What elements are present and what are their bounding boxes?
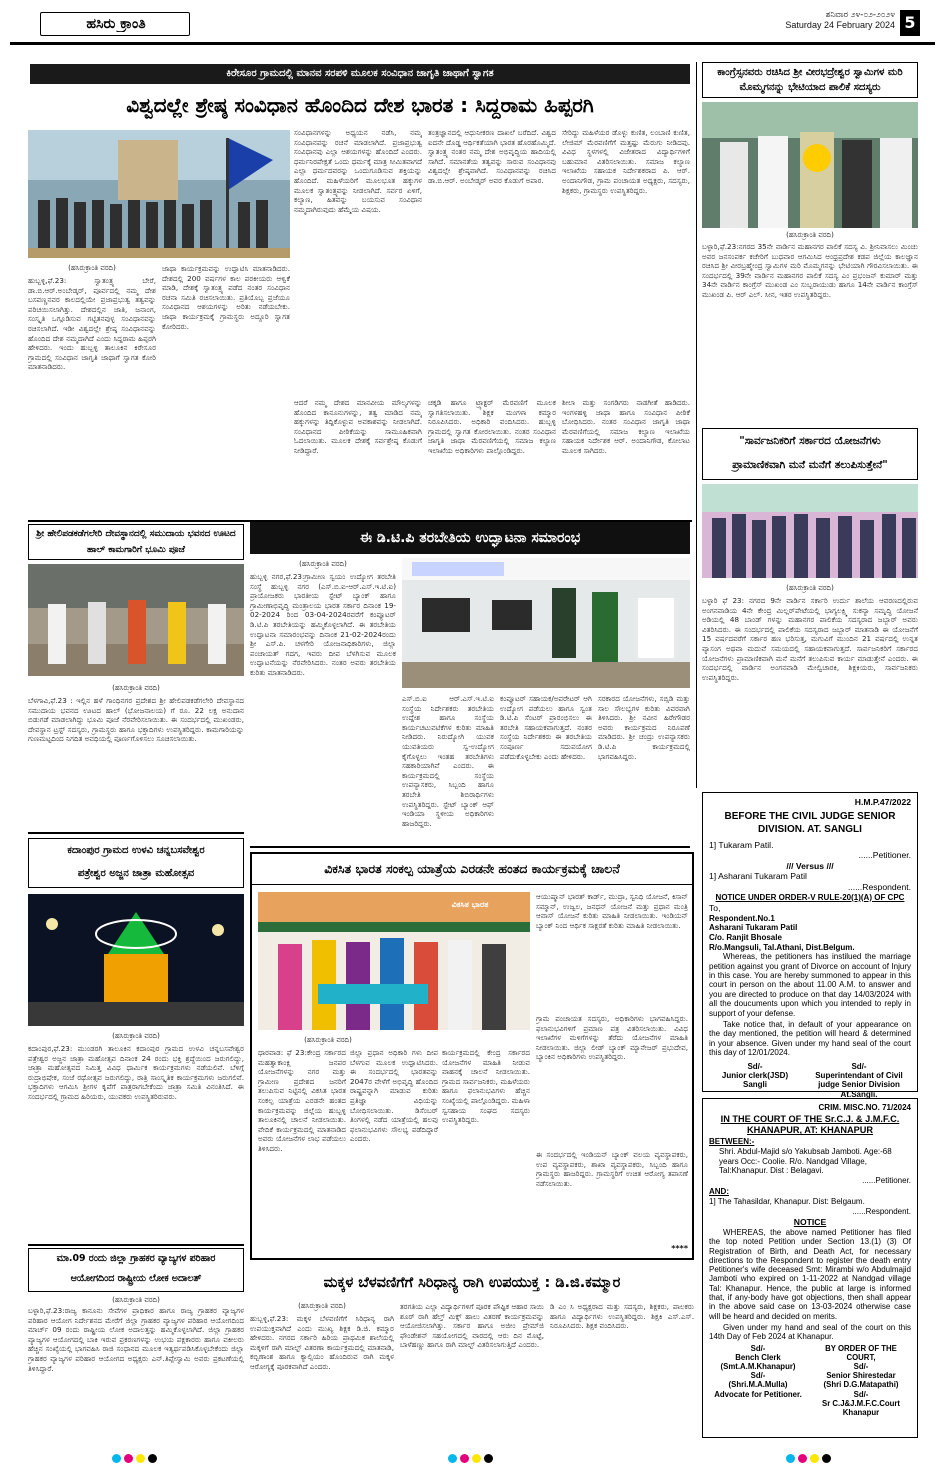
side-story1-photo bbox=[702, 102, 918, 228]
registration-dot bbox=[460, 1454, 469, 1463]
lead-col-g: ಚಕ್ಕಡಿ ಹಾಗೂ ಟ್ರ್ಯಾಕ್ಟರ್ ಮೆರವಣಿಗೆ ಮೂಲಕ ಸ್ವಾಗತಿಸಲಾಯಿತು. ಶಿಕ್ಷಕ ಮಂಗಳಾ ಕಮ್ಮಾರ ನಿರೂಪಿಸಿದರು. ಅಧಿಕಾರಿ ವಂದಿಸಿದರು. ಹುಬ್ಬಳ್ಳಿ ಗ್ರಾಮದಲ್ಲಿ ಸ್ವಾಗತ ಕೋರಲಾಯಿತು. ನಂತರ ಸಂವಿಧಾನ ಜಾಗೃತಿ ಜಾಥಾ ಮೆರವಣಿಗೆಯಲ್ಲಿ ಸಮಾಜ ಕಲ್ಯಾಣ ಇಲಾಖೆಯ ಅಧಿಕಾರಿಗಳು ಪಾಲ್ಗೊಂಡಿದ್ದರು. bbox=[428, 398, 556, 455]
notice2-between: BETWEEN:- bbox=[709, 1136, 755, 1146]
notice2-signatures bbox=[709, 1344, 911, 1418]
notice1-sign-left-title: Junior clerk(JSD) Sangli bbox=[721, 1071, 789, 1090]
lead-col-c: ಸೇರಿದ್ದು ಮಹಿಳೆಯರ ಡೊಳ್ಳು ಕುಣಿತ, ಲಂಬಾಣಿ ಕುಣಿತ, ಲೇಜಿಮ್ ಮೆರವಣಿಗೆಗೆ ಮತ್ತಷ್ಟು ಮೆರುಗು ನೀಡಿದವು. ವಿವಿಧ ಸ್ಥಳಗಳಲ್ಲಿ ವಿಜೇತರಾದ ವಿದ್ಯಾರ್ಥಿಗಳಿಗೆ ಬಹುಮಾನ ವಿತರಿಸಲಾಯಿತು. ಸಮಾಜ ಕಲ್ಯಾಣ ಇಲಾಖೆಯ ಸಹಾಯಕ ನಿರ್ದೇಶಕರಾದ ಪಿ. ಆರ್. ಅಂದಾನಿಗೌಡ, ಗ್ರಾಮ ಪಂಚಾಯತ ಅಧ್ಯಕ್ಷರು, ಸದಸ್ಯರು, ಶಿಕ್ಷಕರು, ಗ್ರಾಮಸ್ಥರು ಉಪಸ್ಥಿತರಿದ್ದರು. bbox=[562, 128, 690, 195]
legal-notice-2 bbox=[702, 1098, 918, 1438]
notice2-respondent-role: ......Respondent. bbox=[852, 1206, 911, 1216]
story5-col-b: ಎಸ್.ಬಿ.ಐ ಆರ್.ಎಸ್.ಇ.ಟಿ.ಐ ಸಂಸ್ಥೆಯ ನಿರ್ದೇಶಕರು ತರಬೇತಿಯ ಉದ್ದೇಶ ಹಾಗೂ ಸಂಸ್ಥೆಯ ಕಾರ್ಯಚಟುವಟಿಕೆಗಳ ಕುರಿತು ಮಾಹಿತಿ ನೀಡಿದರು. ನಿರುದ್ಯೋಗಿ ಯುವಕ ಯುವತಿಯರು ಸ್ವ-ಉದ್ಯೋಗ ಕೈಗೊಳ್ಳಲು ಇಂತಹ ತರಬೇತಿಗಳು ಸಹಕಾರಿಯಾಗಿವೆ ಎಂದರು. ಈ ಕಾರ್ಯಕ್ರಮದಲ್ಲಿ ಸಂಸ್ಥೆಯ ಉಪನ್ಯಾಸಕರು, ಸಿಬ್ಬಂದಿ ಹಾಗೂ ತರಬೇತಿ ಶಿಬಿರಾರ್ಥಿಗಳು ಉಪಸ್ಥಿತರಿದ್ದರು. ಸ್ಟೇಟ್ ಬ್ಯಾಂಕ್ ಆಫ್ ಇಂಡಿಯಾ ಸ್ಥಳೀಯ ಅಧಿಕಾರಿಗಳು ಹಾಜರಿದ್ದರು. bbox=[402, 694, 494, 828]
notice1-case-no: H.M.P.47/2022 bbox=[854, 797, 911, 807]
lead-kicker-bar bbox=[30, 64, 690, 84]
registration-dot bbox=[786, 1454, 795, 1463]
story5-col-d: ಸರಕಾರದ ಯೋಜನೆಗಳು, ಸಬ್ಸಿಡಿ ಮತ್ತು ಸಾಲ ಸೌಲಭ್ಯಗಳ ಕುರಿತು ವಿವರವಾಗಿ ತಿಳಿಸಿದರು. ಶ್ರೀ ನವೀನ ಹಿರೇಗೌಡರ ಅವರು ಕಾರ್ಯಕ್ರಮದ ನಿರೂಪಣೆ ಮಾಡಿದರು. ಶ್ರೀ ಚಂದ್ರು ಉಪನ್ಯಾಸಕರು ಡಿ.ಟಿ.ಪಿ ಕಾರ್ಯಕ್ರಮದಲ್ಲಿ ಭಾಗವಹಿಸಿದ್ದರು. bbox=[598, 694, 690, 761]
notice2-left2: (Shri.M.A.Mulla) bbox=[728, 1380, 788, 1390]
notice2-body2: Given under my hand and seal of the court on this 14th Day of Feb 2024 at Khanapur. bbox=[709, 1322, 911, 1342]
story7-credit: (ಹಸಿರುಕ್ರಾಂತಿ ವರದಿ) bbox=[298, 1302, 346, 1310]
masthead bbox=[10, 8, 935, 50]
story2-credit: (ಹಸಿರುಕ್ರಾಂತಿ ವರದಿ) bbox=[112, 684, 160, 692]
story5-col-c: ಕಂಪ್ಯೂಟರ್ ಸಹಾಯಕ/ಅಪರೇಟರ್ ಆಗಿ ಉದ್ಯೋಗ ಪಡೆಯಲು ಹಾಗೂ ಸ್ವಂತ ಡಿ.ಟಿ.ಪಿ ಸೆಂಟರ್ ಪ್ರಾರಂಭಿಸಲು ಈ ತರಬೇತಿ ಸಹಾಯಕವಾಗುತ್ತದೆ. ನಂತರ ಸಂಸ್ಥೆಯ ನಿರ್ದೇಶಕರು ಈ ತರಬೇತಿಯ ಸಂಪೂರ್ಣ ಸದುಪಯೋಗ ಪಡೆದುಕೊಳ್ಳಬೇಕು ಎಂದು ಹೇಳಿದರು. bbox=[500, 694, 592, 761]
story4-headline bbox=[28, 1248, 244, 1292]
registration-dot bbox=[136, 1454, 145, 1463]
registration-dot bbox=[124, 1454, 133, 1463]
notice1-signatures bbox=[709, 1062, 911, 1100]
notice2-body: WHEREAS, the above named Petitioner has filed the top noted Petition under Section 13.(1) (3) Of Registration of Birth, and Death Act, for necessary directions to the Respondent to register the death entry Petitioner's wife deceased Smt: Mirambi w/o Abdulmajid Jamboti who expired on 1-11-2022 at Nandgad village Tal: Khanapur. Hence, the public at large is informed that, if any-body have got objections, then shall appear in the above said case on 13-03-2024 otherwise case will be heard and decided on merits. bbox=[709, 1227, 911, 1321]
lead-photo-graphic bbox=[28, 130, 290, 258]
side-story2-photo-graphic bbox=[702, 484, 918, 578]
lead-col-a: ಸಂವಿಧಾನಗಳನ್ನು ಅಧ್ಯಯನ ನಡೆಸಿ, ನಮ್ಮ ಸಂವಿಧಾನವನ್ನು ರಚನೆ ಮಾಡಲಾಗಿದೆ. ಪ್ರಜಾಪ್ರಭುತ್ವ ಸಂವಿಧಾನವು ಎಲ್ಲಾ ಆಶಯಗಳನ್ನು ಹೊಂದಿದೆ ಎಂದರು. ಧರ್ಮನಿರಪೇಕ್ಷತೆ ಒಂದು ಧರ್ಮಕ್ಕೆ ಮಾತ್ರ ಸೀಮಿತವಾಗದೆ ಎಲ್ಲಾ ಧರ್ಮದವರನ್ನು ಒಂದುಗೂಡಿಸುವ ಶಕ್ತಿಯನ್ನು ಹೊಂದಿದೆ. ಮಹಿಳೆಯರಿಗೆ ಮೂಲಭೂತ ಹಕ್ಕುಗಳ ಮೂಲಕ ಸ್ವಾತಂತ್ರ್ಯವನ್ನು ನೀಡಲಾಗಿದೆ. ಸರ್ವರ ಏಳಿಗೆ, ಕಲ್ಯಾಣ, ಹಿತವನ್ನು ಬಯಸುವ ಸಂವಿಧಾನ ನಮ್ಮದಾಗಿರುವುದು ಹೆಮ್ಮೆಯ ವಿಷಯ. bbox=[294, 128, 422, 214]
story5-headline-bar bbox=[250, 522, 690, 554]
registration-dot bbox=[472, 1454, 481, 1463]
side-story2-photo bbox=[702, 484, 918, 578]
lead-col-h: ಶೀಲಾ ಮತ್ತು ಸಂಗಡಿಗರು ನಾಡಗೀತೆ ಹಾಡಿದರು. ಇಂಗಳಹಳ್ಳಿ ಜಾಥಾ ಹಾಗೂ ಸಂವಿಧಾನ ಪೀಠಿಕೆ ಬೋಧಿಸಿದರು. ನಂತರ ಸಂವಿಧಾನ ಜಾಗೃತಿ ಜಾಥಾ ಮೆರವಣಿಗೆಯಲ್ಲಿ ಸಮಾಜ ಕಲ್ಯಾಣ ಇಲಾಖೆಯ ಸಹಾಯಕ ನಿರ್ದೇಶಕ ಆರ್. ಅಂದಾನಿಗೌಡ, ಕೋಲಾಟ ಮೂಲಕ ಸಾಗಿದರು. bbox=[562, 398, 690, 455]
lead-headline: ವಿಶ್ವದಲ್ಲೇ ಶ್ರೇಷ್ಠ ಸಂವಿಧಾನ ಹೊಂದಿದ ದೇಶ ಭಾರತ : ಸಿದ್ದರಾಮ ಹಿಪ್ಪರಗಿ bbox=[126, 93, 594, 117]
story5-photo bbox=[402, 558, 690, 688]
notice2-right2-sd: Sd/- bbox=[853, 1389, 869, 1399]
legal-notice-1 bbox=[702, 792, 918, 1099]
story6-photo-graphic bbox=[258, 892, 530, 1030]
lead-col-d: ಹುಬ್ಬಳ್ಳಿ,ಫೆ.23: ಸ್ವಾತಂತ್ರ್ಯ ಬೇರೆ, ಡಾ.ಬಿ.ಆರ್.ಅಂಬೇಡ್ಕರ್, ಪೂರ್ವದಲ್ಲಿ ನಮ್ಮ ದೇಶ ಬಸವಣ್ಣನವರ ಕಾಲದಲ್ಲಿಯೇ ಪ್ರಜಾಪ್ರಭುತ್ವ ತತ್ವವನ್ನು ಪರಿಚಯಿಸಲಾಗಿತ್ತು. ದೇಶದಲ್ಲಿನ ಜಾತಿ, ಜನಾಂಗ, ಸಂಸ್ಕೃತಿ ಒಗ್ಗೂಡಿಸುವ ಗಟ್ಟಿತನವುಳ್ಳ ಸಂವಿಧಾನವನ್ನು ರಚಿಸಲಾಗಿದೆ. ಇಡೀ ವಿಶ್ವದಲ್ಲೇ ಶ್ರೇಷ್ಠ ಸಂವಿಧಾನವನ್ನು ಹೊಂದಿದ ದೇಶ ನಮ್ಮದಾಗಿದೆ ಎಂದು ಸಿದ್ದರಾಮ ಹಿಪ್ಪರಗಿ ಹೇಳಿದರು. ಇಂದು ಹುಬ್ಬಳ್ಳಿ ತಾಲೂಕಿನ ಕಿರೇಸೂರ ಗ್ರಾಮದಲ್ಲಿ ಸಂವಿಧಾನ ಜಾಗೃತಿ ಜಾಥಾಗೆ ಸ್ವಾಗತ ಕೋರಿ ಮಾತನಾಡಿದರು. bbox=[28, 276, 156, 372]
printer-marks-right bbox=[786, 1448, 846, 1460]
notice2-sd: Sd/- bbox=[750, 1343, 766, 1353]
notice2-left2-role: Advocate for Petitioner. bbox=[714, 1389, 802, 1399]
notice1-title: NOTICE UNDER ORDER-V RULE-20(1)(A) OF CPC bbox=[715, 892, 905, 902]
printer-marks-left bbox=[112, 1448, 172, 1460]
date-kannada: ಶನಿವಾರ ೨೪-೦೨-೨೦೨೪ bbox=[825, 10, 895, 20]
notice1-to: To, bbox=[709, 903, 721, 914]
registration-dot bbox=[112, 1454, 121, 1463]
story6-col-a: ಧಾರವಾಡ: ಫೆ 23:ಕೇಂದ್ರ ಸರ್ಕಾರದ ಮಹತ್ವಾಕಾಂಕ್ಷಿ ಜನಪರ ಯೋಜನೆಗಳನ್ನು ನಗರ ಮತ್ತು ಗ್ರಾಮೀಣ ಪ್ರದೇಶದ ಜನರಿಗೆ ತಲುಪಿಸುವ ನಿಟ್ಟಿನಲ್ಲಿ ವಿಕಸಿತ ಭಾರತ ಸಂಕಲ್ಪ ಯಾತ್ರೆಯ ಎರಡನೇ ಹಂತದ ಕಾರ್ಯಕ್ರಮವನ್ನು ಜಿಲ್ಲೆಯ ಹುಬ್ಬಳ್ಳಿ ತಾಲೂಕಿನಲ್ಲಿ ಚಾಲನೆ ನೀಡಲಾಯಿತು. ವೇದಿಕೆ ಕಾರ್ಯಕ್ರಮದಲ್ಲಿ ಮಾತನಾಡಿದ ಅವರು ಯೋಜನೆಗಳ ಲಾಭ ಪಡೆಯಲು ತಿಳಿಸಿದರು. bbox=[258, 1048, 346, 1153]
side-story2-headline bbox=[702, 428, 918, 480]
story5-rule bbox=[250, 846, 690, 848]
story3-headline bbox=[28, 838, 244, 888]
notice2-petitioner-role: ......Petitioner. bbox=[862, 1175, 911, 1185]
notice2-petitioner: Shri. Abdul-Majid s/o Yakubsab Jamboti. Age:-68 years Occ:- Coolie. R/o. Nandgad Village, Tal:Khanapur. Dist : Belagavi. bbox=[719, 1147, 892, 1176]
story3-photo bbox=[28, 894, 244, 1026]
lead-col-f: ಆದರೆ ನಮ್ಮ ದೇಶದ ಮಾನವೀಯ ಮೌಲ್ಯಗಳನ್ನು ಹೊಂದಿದ ಕಾನೂನುಗಳನ್ನು, ತತ್ವ ಮಾಡಿದ ನಮ್ಮ ಹಕ್ಕುಗಳನ್ನು ತಿದ್ದಿಕೊಳ್ಳುವ ಅವಕಾಶವನ್ನು ನೀಡಲಾಗಿದೆ. ಸಂವಿಧಾನದ ಪೀಠಿಕೆಯನ್ನು ಸಾಮೂಹಿಕವಾಗಿ ಓದಲಾಯಿತು. ಮೂಲಕ ದೇಶಕ್ಕೆ ಸರ್ವಶ್ರೇಷ್ಠ ಕೊಡುಗೆ ನೀಡಿದ್ದಾರೆ. bbox=[294, 398, 422, 455]
notice2-right1: Senior Shirestedar bbox=[826, 1371, 896, 1381]
story6-credit: (ಹಸಿರುಕ್ರಾಂತಿ ವರದಿ) bbox=[304, 1036, 352, 1044]
notice1-petitioner: 1] Tukaram Patil. bbox=[709, 839, 774, 850]
notice2-case-no: CRIM. MISC.NO. 71/2024 bbox=[818, 1103, 911, 1112]
notice1-address: Respondent.No.1 Asharani Tukaram Patil C/o. Ranjit Bhosale R/o.Mangsuli, Tal.Athani, Dist.Belgum. bbox=[709, 913, 855, 952]
story2-photo-graphic bbox=[28, 564, 244, 676]
notice2-left2-sd: Sd/- bbox=[750, 1371, 766, 1381]
story6-col-d: ಈ ಸಂದರ್ಭದಲ್ಲಿ ಇಂಡಿಯನ್ ಬ್ಯಾಂಕ್ ವಲಯ ವ್ಯವಸ್ಥಾಪಕರು, ಉಪ ವ್ಯವಸ್ಥಾಪಕರು, ಶಾಖಾ ವ್ಯವಸ್ಥಾಪಕರು, ಸಿಬ್ಬಂದಿ ಹಾಗೂ ಗ್ರಾಮಸ್ಥರು ಹಾಜರಿದ್ದರು. ಗ್ರಾಮಸ್ಥರಿಗೆ ಉಚಿತ ಆರೋಗ್ಯ ತಪಾಸಣೆ ನಡೆಸಲಾಯಿತು. bbox=[536, 1150, 688, 1188]
story3-headline-line1: ಕದಾಂಪುರ ಗ್ರಾಮದ ಉಳವಿ ಚನ್ನಬಸವೇಶ್ವರ bbox=[67, 845, 205, 856]
side-story2-headline-line1: "ಸಾರ್ವಜನಿಕರಿಗೆ ಸರ್ಕಾರದ ಯೋಜನೆಗಳು bbox=[739, 435, 881, 447]
date-english: Saturday 24 February 2024 bbox=[785, 20, 895, 30]
date-block bbox=[755, 10, 895, 36]
side-story2-body: ಬಳ್ಳಾರಿ ಫೆ 23: ನಗರದ 9ನೇ ವಾರ್ಡಿನ ಸರ್ಕಾರಿ ಉರ್ದು ಶಾಲೆಯ ಆವರಣದಲ್ಲಿರುವ ಅಂಗನವಾಡಿಯ 4ನೇ ಕೇಂದ್ರ ಮಿಲ್ಲರ್‌ಪೇಟೆಯಲ್ಲಿ ಭಾಗ್ಯಲಕ್ಷ್ಮಿ ಸುಕನ್ಯಾ ಸಮೃದ್ಧಿ ಯೋಜನೆ ಅಡಿಯಲ್ಲಿ 48 ಬಾಂಡ್ ಗಳನ್ನು ಮಹಾನಗರ ಪಾಲಿಕೆಯ ಸದಸ್ಯರಾದ ಜಬ್ಬಾರ್ ಅವರು ವಿತರಿಸಿದರು. ಈ ಸಂದರ್ಭದಲ್ಲಿ ಪಾಲಿಕೆಯ ಸದಸ್ಯರಾದ ಜಬ್ಬಾರ್ ಮಾತನಾಡಿ ಈ ಯೋಜನೆಗೆ 15 ವರ್ಷದವರೆಗೆ ಸರ್ಕಾರ ಹಣ ಭರಿಸುತ್ತ, ಮಗುವಿಗೆ ಮುಂದಿನ 21 ವರ್ಷದಲ್ಲಿ ಉನ್ನತ ವ್ಯಾಸಂಗ ಅಥವಾ ಮದುವೆ ಸಮಯದಲ್ಲಿ ಸಹಾಯಕವಾಗುತ್ತದೆ. ಸಾರ್ವಜನಿಕರಿಗೆ ಸರ್ಕಾರದ ಯೋಜನೆಗಳು ಪ್ರಾಮಾಣಿಕವಾಗಿ ಮನೆ ಮನೆಗೆ ತಲುಪಿಸುವ ಕಾರ್ಯ ಮಾಡುತ್ತೇನೆ ಎಂದರು. ಈ ಸಂದರ್ಭದಲ್ಲಿ ವಾರ್ಡಿನ ಅಂಗನವಾಡಿ ಮೇಲ್ವಿಚಾರಕಿ, ಶಿಕ್ಷಕಿಯರು, ಸಾರ್ವಜನಿಕರು ಉಪಸ್ಥಿತರಿದ್ದರು. bbox=[702, 596, 918, 682]
notice2-respondent: 1] The Tahasildar, Khanapur. Dist: Belgaum. bbox=[709, 1197, 865, 1207]
page-number: 5 bbox=[900, 10, 920, 36]
registration-dot bbox=[484, 1454, 493, 1463]
side-story1-body: ಬಳ್ಳಾರಿ,ಫೆ.23:ನಗರದ 35ನೇ ವಾರ್ಡಿನ ಮಹಾನಗರ ಪಾಲಿಕೆ ಸದಸ್ಯ ವಿ. ಶ್ರೀನಿವಾಸಲು ಮಿಂಚು ಅವರ ಜನಸಂಪರ್ಕ ಕಚೇರಿಗೆ ಬುಧವಾರ ಆಗಮಿಸಿದ ಆಂಧ್ರಪ್ರದೇಶ ಕಡಪ ಜಿಲ್ಲೆಯ ಕಾಲಜ್ಞಾನ ರಚಿಸಿದ ಶ್ರೀ ವೀರಬ್ರಹ್ಮೇಂದ್ರ ಸ್ವಾಮಿಗಳ ಮರಿ ಮೊಮ್ಮಗನನ್ನು ಭೇಟಿಯಾಗಿ ಗೌರವಿಸಲಾಯಿತು. ಈ ಸಂದರ್ಭದಲ್ಲಿ 39ನೇ ವಾರ್ಡಿನ ಮಹಾನಗರ ಪಾಲಿಕೆ ಸದಸ್ಯ ಎಂ ಪ್ರಭಂಜನ್ ಕುಮಾರ್ ಮತ್ತು 34ನೇ ವಾರ್ಡಿನ ಕಾಂಗ್ರೆಸ್ ಮುಖಂಡ ಎಂ ಸುಬ್ಬರಾಯುಡು ಹಾಗೂ 14ನೇ ವಾರ್ಡಿನ ಕಾಂಗ್ರೆಸ್ ಮುಖಂಡ ಪಿ. ಆರ್ ಎಲ್. ಸೀನ, ಇತರ ಉಪಸ್ಥಿತರಿದ್ದರು. bbox=[702, 242, 918, 299]
story5-col-a: ಹುಬ್ಬಳ್ಳಿ ನಗರ,ಫೆ.23:ಗ್ರಾಮೀಣ ಸ್ವಯಂ ಉದ್ಯೋಗ ತರಬೇತಿ ಸಂಸ್ಥೆ ಹುಬ್ಬಳ್ಳಿ ನಗರ (ಎಸ್.ಬಿ.ಐ-ಆರ್.ಎಸ್.ಇ.ಟಿ.ಐ) ಪ್ರಾಯೋಜಕರು ಭಾರತೀಯ ಸ್ಟೇಟ್ ಬ್ಯಾಂಕ್ ಹಾಗೂ ಗ್ರಾಮೀಣಾಭಿವೃದ್ಧಿ ಮಂತ್ರಾಲಯ ಭಾರತ ಸರ್ಕಾರ ದಿನಾಂಕ 19-02-2024 ರಿಂದ 03-04-2024ರವರೆಗೆ ಕಂಪ್ಯೂಟರ್ ಡಿ.ಟಿ.ಪಿ ತರಬೇತಿಯನ್ನು ಹಮ್ಮಿಕೊಳ್ಳಲಾಗಿದೆ. ಈ ತರಬೇತಿಯ ಉದ್ಘಾಟನಾ ಸಮಾರಂಭವನ್ನು ದಿನಾಂಕ 21-02-2024ರಂದು ಶ್ರೀ ಎಸ್.ಪಿ. ಚಳಗೇರಿ ಯೋಜನಾಧಿಕಾರಿಗಳು, ಜಿಲ್ಲಾ ಪಂಚಾಯತ್ ಗದಗ, ಇವರು ದೀಪ ಬೆಳಗಿಸುವ ಮೂಲಕ ಉದ್ಘಾಟನೆಯನ್ನು ನೆರವೇರಿಸಿದರು. ನಂತರ ಅವರು ತರಬೇತಿಯ ಕುರಿತು ಮಾತನಾಡಿದರು. bbox=[250, 572, 396, 677]
story3-credit: (ಹಸಿರುಕ್ರಾಂತಿ ವರದಿ) bbox=[112, 1032, 160, 1040]
story6-box bbox=[250, 852, 694, 1260]
side-story1-credit: (ಹಸಿರುಕ್ರಾಂತಿ ವರದಿ) bbox=[786, 231, 834, 239]
story5-headline: ಈ ಡಿ.ಟಿ.ಪಿ ತರಬೇತಿಯ ಉದ್ಘಾಟನಾ ಸಮಾರಂಭ bbox=[359, 530, 581, 546]
story2-body: ಬೆಳಗಾವಿ,ಫೆ.23 : ಇಲ್ಲಿನ ಹಳೆ ಗಾಂಧಿನಗರ ಪ್ರದೇಶದ ಶ್ರೀ ಹೇಲಿಪಡಕಡೆಗಲೇರಿ ದೇವಸ್ಥಾನದ ಸಮುದಾಯ ಭವನದ ಊಟದ ಹಾಲ್ (ಭೋಜನಾಲಯ) ಗೆ ರೂ. 22 ಲಕ್ಷ ಅನುದಾನ ಬಿಡುಗಡೆ ಮಾಡಲಾಗಿದ್ದು ಭೂಮಿ ಪೂಜೆ ನೆರವೇರಿಸಲಾಯಿತು. ಈ ಸಂದರ್ಭದಲ್ಲಿ ಮುಖಂಡರು, ದೇವಸ್ಥಾನ ಟ್ರಸ್ಟ್ ಸದಸ್ಯರು, ಗ್ರಾಮಸ್ಥರು ಹಾಗೂ ಭಕ್ತಾದಿಗಳು ಉಪಸ್ಥಿತರಿದ್ದರು. ಕಾಮಗಾರಿಯನ್ನು ಗುಣಮಟ್ಟದಿಂದ ನಿಗದಿತ ಅವಧಿಯಲ್ಲಿ ಪೂರ್ಣಗೊಳಿಸಲು ಸೂಚಿಸಲಾಯಿತು. bbox=[28, 696, 244, 744]
story2-headline bbox=[28, 524, 244, 560]
notice1-sign-left: Sd/- bbox=[747, 1061, 763, 1071]
story2-rule bbox=[28, 832, 244, 834]
notice1-court: BEFORE THE CIVIL JUDGE SENIOR DIVISION. AT. SANGLI bbox=[724, 810, 896, 835]
notice2-right1-name: (Shri D.G.Matapathi) bbox=[823, 1380, 899, 1390]
registration-dot bbox=[798, 1454, 807, 1463]
lead-kicker: ಕಿರೇಸೂರ ಗ್ರಾಮದಲ್ಲಿ ಮಾನವ ಸರಪಳಿ ಮೂಲಕ ಸಂವಿಧಾನ ಜಾಗೃತಿ ಜಾಥಾಗೆ ಸ್ವಾಗತ bbox=[226, 68, 494, 79]
paper-name-box bbox=[40, 12, 190, 36]
notice2-right2-place: Khanapur bbox=[842, 1407, 880, 1417]
story7-col-b: ತರಗತಿಯ ಎಲ್ಲಾ ವಿದ್ಯಾರ್ಥಿಗಳಿಗೆ ಪೂರಕ ಪೌಷ್ಟಿಕ ಆಹಾರ ಸಾಯಿ ಶೂರ್ ರಾಗಿ ಹೆಲ್ತ್ ಮಿಕ್ಸ್ ಹಾಲು ವಿತರಣೆ ಕಾರ್ಯಕ್ರಮವನ್ನು ಆಯೋಜಿಸಲಾಗಿತ್ತು. ಸರ್ಕಾರ ಹಾಗೂ ಅಜೀಂ ಪ್ರೇಮ್‌ಜಿ ಫೌಂಡೇಶನ್ ಸಹಯೋಗದಲ್ಲಿ ವಾರದಲ್ಲಿ ಆರು ದಿನ ಮೊಟ್ಟೆ, ಬಾಳೆಹಣ್ಣು ಹಾಗೂ ರಾಗಿ ಮಾಲ್ಟ್ ವಿತರಿಸಲಾಗುತ್ತಿದೆ ಎಂದರು. bbox=[400, 1302, 544, 1350]
story6-col-b: ಜಿಲ್ಲಾ ಪ್ರಧಾನ ಅಧಿಕಾರಿ ಗಳು ದೀಪ ಬೆಳಗುವ ಮೂಲಕ ಉದ್ಘಾಟಿಸಿದರು. ಈ ಸಂದರ್ಭದಲ್ಲಿ ಭಾರತವನ್ನು 2047ರ ವೇಳೆಗೆ ಅಭಿವೃದ್ಧಿ ಹೊಂದಿದ ರಾಷ್ಟ್ರವನ್ನಾಗಿ ಮಾಡುವ ಕುರಿತು ಪ್ರತಿಜ್ಞಾ ವಿಧಿಯನ್ನು ಬೋಧಿಸಲಾಯಿತು. ಡಿಸೆಂಬರ್ ತಿಂಗಳಲ್ಲಿ ನಡೆದ ಯಾತ್ರೆಯಲ್ಲಿ ಹಲವು ಫಲಾನುಭವಿಗಳು ಸೌಲಭ್ಯ ಪಡೆದಿದ್ದಾರೆ ಎಂದರು. bbox=[350, 1048, 438, 1144]
story3-photo-graphic bbox=[28, 894, 244, 1026]
registration-dot bbox=[822, 1454, 831, 1463]
story6-end-mark: **** bbox=[671, 1244, 688, 1253]
paper-name: ಹಸಿರು ಕ್ರಾಂತಿ bbox=[86, 16, 146, 32]
story7-col-c: ಡಿ ಎಂ ಸಿ ಅಧ್ಯಕ್ಷರಾದ ಮತ್ತು ಸದಸ್ಯರು, ಶಿಕ್ಷಕರು, ಪಾಲಕರು ಹಾಗೂ ವಿದ್ಯಾರ್ಥಿಗಳು ಉಪಸ್ಥಿತರಿದ್ದರು. ಶಿಕ್ಷಕಿ ಎಸ್.ಎಸ್. ನಿರೂಪಿಸಿದರು. ಶಿಕ್ಷಕ ವಂದಿಸಿದರು. bbox=[550, 1302, 694, 1331]
notice1-respondent-role: ......Respondent. bbox=[847, 881, 911, 892]
notice1-body2: Take notice that, in default of your appearance on the day mentioned, the petition will heard & determined in your absence. Given under my hand seal of the court this day of 12/01/2024. bbox=[709, 1019, 911, 1058]
story3-rule bbox=[28, 1244, 244, 1246]
side-story2-credit: (ಹಸಿರುಕ್ರಾಂತಿ ವರದಿ) bbox=[786, 584, 834, 592]
notice2-order: BY ORDER OF THE COURT, bbox=[825, 1343, 897, 1362]
notice1-body: Whereas, the petitioners has instilued the marriage petition against you grant of Divorce on account of Injury in this case. You are hereby summoned to appear in this court in person on the about 11.00 A.M. to answer and you are directed to produce on that day 14/03/2024 with all the doucuments upon which you intended to reply in support of your defense. bbox=[709, 952, 911, 1018]
notice1-sign-right-title: Superintendant of Civil judge Senior Division At.Sangli. bbox=[815, 1071, 903, 1099]
side-story1-photo-graphic bbox=[702, 102, 918, 228]
story4-headline-line2: ಆಯೋಗದಿಂದ ರಾಷ್ಟ್ರೀಯ ಲೋಕ ಅದಾಲತ್ bbox=[70, 1273, 202, 1284]
notice1-versus: /// Versus /// bbox=[786, 860, 834, 871]
lead-credit: (ಹಸಿರುಕ್ರಾಂತಿ ವರದಿ) bbox=[68, 264, 116, 272]
lead-photo bbox=[28, 130, 290, 258]
story3-body: ಕದಾಂಪುರ,ಫೆ.23: ಮುಂಡರಗಿ ತಾಲೂಕಿನ ಕದಾಂಪುರ ಗ್ರಾಮದ ಉಳವಿ ಚನ್ನಬಸವೇಶ್ವರ ಪತ್ರೇಶ್ವರ ಅಜ್ಜನ ಜಾತ್ರಾ ಮಹೋತ್ಸವ ದಿನಾಂಕ 24 ರಂದು ಭಕ್ತಿ ಶ್ರದ್ಧೆಯಿಂದ ಜರುಗಲಿದ್ದು, ಜಾತ್ರಾ ಮಹೋತ್ಸವದ ನಿಮಿತ್ತ ವಿವಿಧ ಧಾರ್ಮಿಕ ಕಾರ್ಯಕ್ರಮಗಳು ನಡೆಯಲಿವೆ. ಬೆಳಿಗ್ಗೆ ರುದ್ರಾಭಿಷೇಕ, ಸಂಜೆ ರಥೋತ್ಸವ ಜರುಗಲಿದ್ದು, ರಾತ್ರಿ ಸಾಂಸ್ಕೃತಿಕ ಕಾರ್ಯಕ್ರಮಗಳು ಜರುಗಲಿವೆ. ಭಕ್ತಾದಿಗಳು ಆಗಮಿಸಿ ಶ್ರೀಗಳ ಕೃಪೆಗೆ ಪಾತ್ರರಾಗಬೇಕೆಂದು ಜಾತ್ರಾ ಸಮಿತಿ ವಿನಂತಿಸಿದೆ. ಈ ಸಂದರ್ಭದಲ್ಲಿ ಗ್ರಾಮದ ಹಿರಿಯರು, ಯುವಕರು ಉಪಸ್ಥಿತರಿರುವರು. bbox=[28, 1044, 244, 1101]
story4-credit: (ಹಸಿರುಕ್ರಾಂತಿ ವರದಿ) bbox=[112, 1296, 160, 1304]
notice2-left1-name: (Smt.A.M.Khanapur) bbox=[720, 1361, 796, 1371]
story7-col-a: ಹುಬ್ಬಳ್ಳಿ,ಫೆ.23: ಮಕ್ಕಳ ಬೆಳವಣಿಗೆಗೆ ಸಿರಿಧಾನ್ಯ ರಾಗಿ ಉಪಯುಕ್ತವಾಗಿದೆ ಎಂದು ಮುಖ್ಯ ಶಿಕ್ಷಕ ಡಿ.ಜಿ. ಕಮ್ಮಾರ ಹೇಳಿದರು. ನಗರದ ಸರ್ಕಾರಿ ಹಿರಿಯ ಪ್ರಾಥಮಿಕ ಶಾಲೆಯಲ್ಲಿ ಮಕ್ಕಳಿಗೆ ರಾಗಿ ಮಾಲ್ಟ್ ವಿತರಣಾ ಕಾರ್ಯಕ್ರಮದಲ್ಲಿ ಮಾತನಾಡಿ, ಕಬ್ಬಿಣಾಂಶ ಹಾಗೂ ಕ್ಯಾಲ್ಸಿಯಂ ಹೊಂದಿರುವ ರಾಗಿ ಮಕ್ಕಳ ಆರೋಗ್ಯಕ್ಕೆ ಪೂರಕವಾಗಿದೆ ಎಂದರು. bbox=[250, 1314, 394, 1371]
side-story2-headline-line2: ಪ್ರಾಮಾಣಿಕವಾಗಿ ಮನೆ ಮನೆಗೆ ತಲುಪಿಸುತ್ತೇನೆ" bbox=[732, 459, 888, 471]
notice2-left1: Bench Clerk bbox=[735, 1352, 781, 1362]
story6-col-c: ಕಾರ್ಯಕ್ರಮದಲ್ಲಿ ಕೇಂದ್ರ ಸರ್ಕಾರದ ಯೋಜನೆಗಳ ಮಾಹಿತಿ ನೀಡುವ ವಾಹನಕ್ಕೆ ಚಾಲನೆ ನೀಡಲಾಯಿತು. ಗ್ರಾಮದ ಸಾರ್ವಜನಿಕರು, ಮಹಿಳೆಯರು ಹಾಗೂ ಫಲಾನುಭವಿಗಳು ಹೆಚ್ಚಿನ ಸಂಖ್ಯೆಯಲ್ಲಿ ಪಾಲ್ಗೊಂಡಿದ್ದರು. ಮಹಿಳಾ ಸ್ವಸಹಾಯ ಸಂಘದ ಸದಸ್ಯರು ಉಪಸ್ಥಿತರಿದ್ದರು. bbox=[442, 1048, 530, 1125]
masthead-rule bbox=[10, 42, 935, 45]
notice1-respondent: 1] Asharani Tukaram Patil bbox=[709, 871, 807, 882]
story7-headline: ಮಕ್ಕಳ ಬೆಳವಣಿಗೆಗೆ ಸಿರಿಧಾನ್ಯ ರಾಗಿ ಉಪಯುಕ್ತ : ಡಿ.ಜಿ.ಕಮ್ಮಾರ bbox=[323, 1275, 621, 1291]
lead-col-e: ಜಾಥಾ ಕಾರ್ಯಕ್ರಮವನ್ನು ಉದ್ಘಾಟಿಸಿ ಮಾತನಾಡಿದರು. ದೇಶದಲ್ಲಿ 200 ವರ್ಷಗಳ ಕಾಲ ಪರಕೀಯರು ಆಳ್ವಿಕೆ ಮಾಡಿ, ದೇಶಕ್ಕೆ ಸ್ವಾತಂತ್ರ್ಯ ಪಡೆದ ನಂತರ ಸಂವಿಧಾನ ರಚನಾ ಸಮಿತಿ ರಚಿಸಲಾಯಿತು. ಪ್ರತಿಯೊಬ್ಬ ಪ್ರಜೆಯೂ ಸಂವಿಧಾನದ ಆಶಯಗಳನ್ನು ಅರಿತು ನಡೆಯಬೇಕು. ಜಾಥಾ ಕಾರ್ಯಕ್ರಮಕ್ಕೆ ಗ್ರಾಮಸ್ಥರು ಅದ್ದೂರಿ ಸ್ವಾಗತ ಕೋರಿದರು. bbox=[162, 264, 290, 331]
registration-dot bbox=[448, 1454, 457, 1463]
registration-dot bbox=[810, 1454, 819, 1463]
story5-credit: (ಹಸಿರುಕ್ರಾಂತಿ ವರದಿ) bbox=[299, 560, 347, 568]
notice2-title: NOTICE bbox=[793, 1217, 827, 1228]
story3-headline-line2: ಪತ್ರೇಶ್ವರ ಅಜ್ಜನ ಜಾತ್ರಾ ಮಹೋತ್ಸವ bbox=[77, 868, 195, 879]
story6-right-col-b: ಗ್ರಾಮ ಪಂಚಾಯತ ಸದಸ್ಯರು, ಅಧಿಕಾರಿಗಳು ಭಾಗವಹಿಸಿದ್ದರು. ಫಲಾನುಭವಿಗಳಿಗೆ ಪ್ರಮಾಣ ಪತ್ರ ವಿತರಿಸಲಾಯಿತು. ವಿವಿಧ ಇಲಾಖೆಗಳ ಮಳಿಗೆಗಳನ್ನು ತೆರೆದು ಯೋಜನೆಗಳ ಮಾಹಿತಿ ನೀಡಲಾಯಿತು. ಜಿಲ್ಲಾ ಲೀಡ್ ಬ್ಯಾಂಕ್ ಮ್ಯಾನೇಜರ್ ಪ್ರಭುದೇವ, ಬ್ಯಾಂಕಿನ ಅಧಿಕಾರಿಗಳು ಉಪಸ್ಥಿತರಿದ್ದರು. bbox=[536, 1014, 688, 1062]
story6-banner-text: ವಿಕಸಿತ ಭಾರತ bbox=[451, 900, 489, 909]
registration-dot bbox=[148, 1454, 157, 1463]
notice2-right-sd: Sd/- bbox=[853, 1361, 869, 1371]
story6-headline: ವಿಕಸಿತ ಭಾರತ ಸಂಕಲ್ಪ ಯಾತ್ರೆಯ ಎರಡನೇ ಹಂತದ ಕಾರ್ಯಕ್ರಮಕ್ಕೆ ಚಾಲನೆ bbox=[252, 854, 692, 885]
story6-photo bbox=[258, 892, 530, 1030]
notice2-court: IN THE COURT OF THE Sr.C.J. & J.M.F.C. KHANAPUR, AT: KHANAPUR bbox=[720, 1113, 900, 1136]
story6-right-col-a: ಆಯುಷ್ಮಾನ್ ಭಾರತ್ ಕಾರ್ಡ್, ಮುದ್ರಾ, ಸ್ವನಿಧಿ ಯೋಜನೆ, ಕಿಸಾನ್ ಸಮ್ಮಾನ್, ಉಜ್ವಲ, ಜನಧನ್ ಯೋಜನೆ ಮತ್ತು ಪ್ರಧಾನ ಮಂತ್ರಿ ಆವಾಸ್ ಯೋಜನೆ ಕುರಿತು ಮಾಹಿತಿ ನೀಡಲಾಯಿತು. ಇಂಡಿಯನ್ ಬ್ಯಾಂಕ್ ನಿಂದ ಆರ್ಥಿಕ ಸಾಕ್ಷರತೆ ಕುರಿತು ಮಾಹಿತಿ ನೀಡಲಾಯಿತು. bbox=[536, 892, 688, 930]
lead-col-b: ತಂತ್ರಜ್ಞಾನದಲ್ಲಿ ಆಧುನೀಕರಣ ದಾಖಲೆ ಬರೆದಿದೆ. ವಿಶ್ವದ ಐದನೇ ದೊಡ್ಡ ಆರ್ಥಿಕತೆಯಾಗಿ ಭಾರತ ಹೊರಹೊಮ್ಮಿದೆ. ಸ್ವಾತಂತ್ರ್ಯ ನಂತರ ನಮ್ಮ ದೇಶ ಅಭಿವೃದ್ಧಿಯ ಹಾದಿಯಲ್ಲಿ ಸಾಗಿದೆ. ಸಮಾನತೆಯ ತತ್ವವನ್ನು ಸಾರುವ ಸಂವಿಧಾನವು ವಿಶ್ವದಲ್ಲೇ ಶ್ರೇಷ್ಠವಾಗಿದೆ. ಸಂವಿಧಾನವನ್ನು ರಚಿಸಿದ ಡಾ.ಬಿ.ಆರ್. ಅಂಬೇಡ್ಕರ್ ಅವರ ಕೊಡುಗೆ ಅಪಾರ. bbox=[428, 128, 556, 185]
story4-headline-line1: ಮಾ.09 ರಂದು ಜಿಲ್ಲಾ ಗ್ರಾಹಕರ ವ್ಯಾಜ್ಯಗಳ ಪರಿಹಾರ bbox=[56, 1253, 216, 1264]
notice2-and: AND: bbox=[709, 1186, 729, 1196]
side-story1-headline: ಕಾಂಗ್ರೆಸ್ಸನವರು ರಚಿಸಿದ ಶ್ರೀ ವೀರಭದ್ರೇಶ್ವರ ಸ್ವಾಮಿಗಳ ಮರಿ ಮೊಮ್ಮಗನನ್ನು ಭೇಟಿಯಾದ ಪಾಲಿಕೆ ಸದಸ್ಯರು bbox=[702, 62, 918, 98]
notice2-right2: Sr C.J&J.M.F.C.Court bbox=[822, 1398, 900, 1408]
story5-photo-graphic bbox=[402, 558, 690, 688]
printer-marks-center bbox=[448, 1448, 508, 1460]
side-divider bbox=[696, 62, 697, 788]
story2-photo bbox=[28, 564, 244, 676]
notice1-petitioner-role: ......Petitioner. bbox=[858, 850, 911, 861]
story2-headline-text: ಶ್ರೀ ಹೇಲಿಪಡಕಡೆಗಲೇರಿ ದೇವಸ್ಥಾನದಲ್ಲಿ ಸಮುದಾಯ ಭವನದ ಊಟದ ಹಾಲ್ ಕಾಮಗಾರಿಗೆ ಭೂಮಿ ಪೂಜೆ bbox=[36, 529, 236, 555]
story4-body: ಬಳ್ಳಾರಿ,ಫೆ.23:ರಾಜ್ಯ ಕಾನೂನು ಸೇವೆಗಳ ಪ್ರಾಧಿಕಾರ ಹಾಗೂ ರಾಜ್ಯ ಗ್ರಾಹಕರ ವ್ಯಾಜ್ಯಗಳ ಪರಿಹಾರ ಆಯೋಗ ನಿರ್ದೇಶನದ ಮೇರೆಗೆ ಜಿಲ್ಲಾ ಗ್ರಾಹಕರ ವ್ಯಾಜ್ಯಗಳ ಪರಿಹಾರ ಆಯೋಗದಿಂದ ಮಾರ್ಚ್ 09 ರಂದು ರಾಷ್ಟ್ರೀಯ ಲೋಕ ಅದಾಲತ್ತನ್ನು ಹಮ್ಮಿಕೊಳ್ಳಲಾಗಿದೆ. ಜಿಲ್ಲಾ ಗ್ರಾಹಕರ ವ್ಯಾಜ್ಯಗಳ ಆಯೋಗದಲ್ಲಿ ಬಾಕಿ ಇರುವ ಪ್ರಕರಣಗಳನ್ನು ಉಭಯ ಪಕ್ಷಕಾರರು ಹಾಗೂ ವಕೀಲರು ಹೆಚ್ಚಿನ ಸಂಖ್ಯೆಯಲ್ಲಿ ಭಾಗವಹಿಸಿ ರಾಜಿ ಸಂಧಾನದ ಮೂಲಕ ಇತ್ಯರ್ಥಪಡಿಸಿಕೊಳ್ಳಬೇಕೆಂದು ಜಿಲ್ಲಾ ಗ್ರಾಹಕರ ವ್ಯಾಜ್ಯಗಳ ಪರಿಹಾರ ಆಯೋಗದ ಅಧ್ಯಕ್ಷರು ಎನ್.ತಿಪ್ಪೇಸ್ವಾಮಿ ಅವರು ಪ್ರಕಟಣೆಯಲ್ಲಿ ತಿಳಿಸಿದ್ದಾರೆ. bbox=[28, 1306, 244, 1373]
notice1-sign-right: Sd/- bbox=[851, 1061, 867, 1071]
